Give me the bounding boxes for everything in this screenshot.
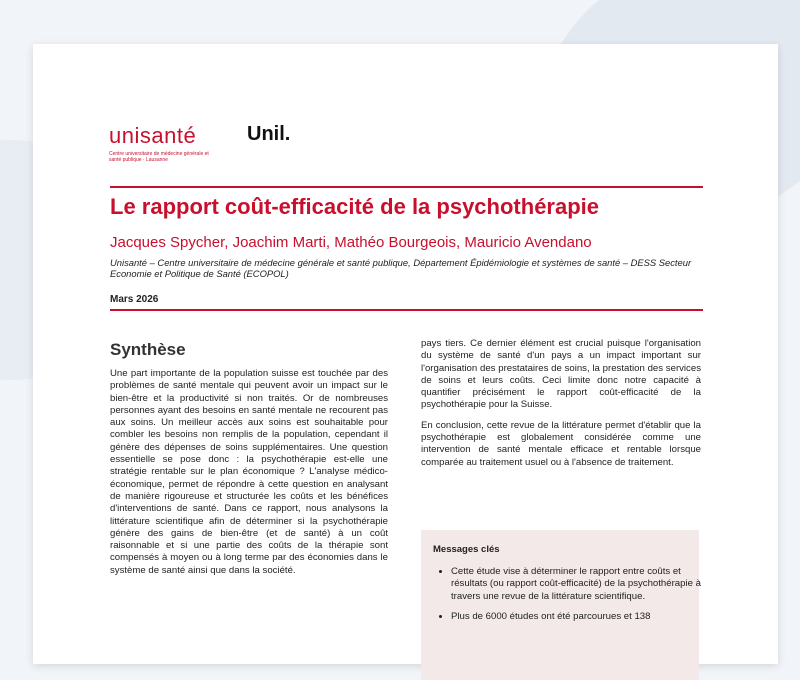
authors: Jacques Spycher, Joachim Marti, Mathéo Bourgeois, Mauricio Avendano <box>110 234 592 251</box>
synthese-paragraph: pays tiers. Ce dernier élément est crucial puisque l'organisation du système de santé d'un pays a un impact important sur l'organisation des prestataires de soins, la prestation des services de soins et leurs coûts. Ceci limite donc notre capacité à quantifier précisément le rapport coût-efficacité de la psychothérapie pour la Suisse. <box>421 338 701 411</box>
synthese-heading: Synthèse <box>110 340 186 359</box>
key-messages-title: Messages clés <box>433 544 500 555</box>
key-messages-list <box>433 566 709 631</box>
synthese-right-column <box>421 338 701 477</box>
unisante-logo <box>109 123 219 163</box>
key-message-item: • Plus de 6000 études ont été parcourues et 138 <box>451 611 709 623</box>
document-page <box>33 44 778 664</box>
key-messages-box <box>421 530 699 680</box>
synthese-paragraph: Une part importante de la population suisse est touchée par des problèmes de santé mentale qui peuvent avoir un impact sur le bien-être et la productivité si non traités. Or de nombreuses personnes ayant des besoins en santé mentale ne recourent pas aux soins. Un meilleur accès aux soins est souhaitable pour combler les besoins non remplis de la population, cependant il génère des dépenses de soins supplémentaires. Une question essentielle se pose donc : la psychothérapie est-elle une stratégie rentable sur le plan économique ? L'analyse médico-économique, permet de répondre à cette question en analysant de manière rigoureuse et structurée les coûts et les bénéfices d'interventions de santé. Dans ce rapport, nous analysons la littérature scientifique afin de déterminer si la psychothérapie génère des gains de bien-être (et de santé) à un coût raisonnable et si une partie des coûts de la thérapie sont compensés à moyen ou à long terme par des économies dans le système de santé ainsi que dans la société. <box>110 368 388 576</box>
synthese-left-column <box>110 368 388 585</box>
synthese-paragraph: En conclusion, cette revue de la littérature permet d'établir que la psychothérapie est globalement considérée comme une intervention de santé mentale efficace et rentable lorsque comparée au traitement usuel ou à l'absence de traitement. <box>421 419 701 468</box>
unisante-logo-subtitle: Centre universitaire de médecine générale et santé publique · Lausanne <box>109 151 209 163</box>
unisante-logo-word: unisanté <box>109 123 197 148</box>
header-rule-top <box>110 186 703 188</box>
unil-logo: Unil. <box>247 123 291 145</box>
key-message-item: • Cette étude vise à déterminer le rapport entre coûts et résultats (ou rapport coût-efficacité) de la psychothérapie à travers une revue de la littérature scientifique. <box>451 566 709 603</box>
affiliation: Unisanté – Centre universitaire de médecine générale et santé publique, Département Épidémiologie et systèmes de santé – DESS Secteur Economie et Politique de Santé (ECOPOL) <box>110 257 692 279</box>
document-title: Le rapport coût-efficacité de la psychothérapie <box>110 194 600 219</box>
publication-date: Mars 2026 <box>110 294 159 305</box>
header-rule-bottom <box>110 309 703 311</box>
